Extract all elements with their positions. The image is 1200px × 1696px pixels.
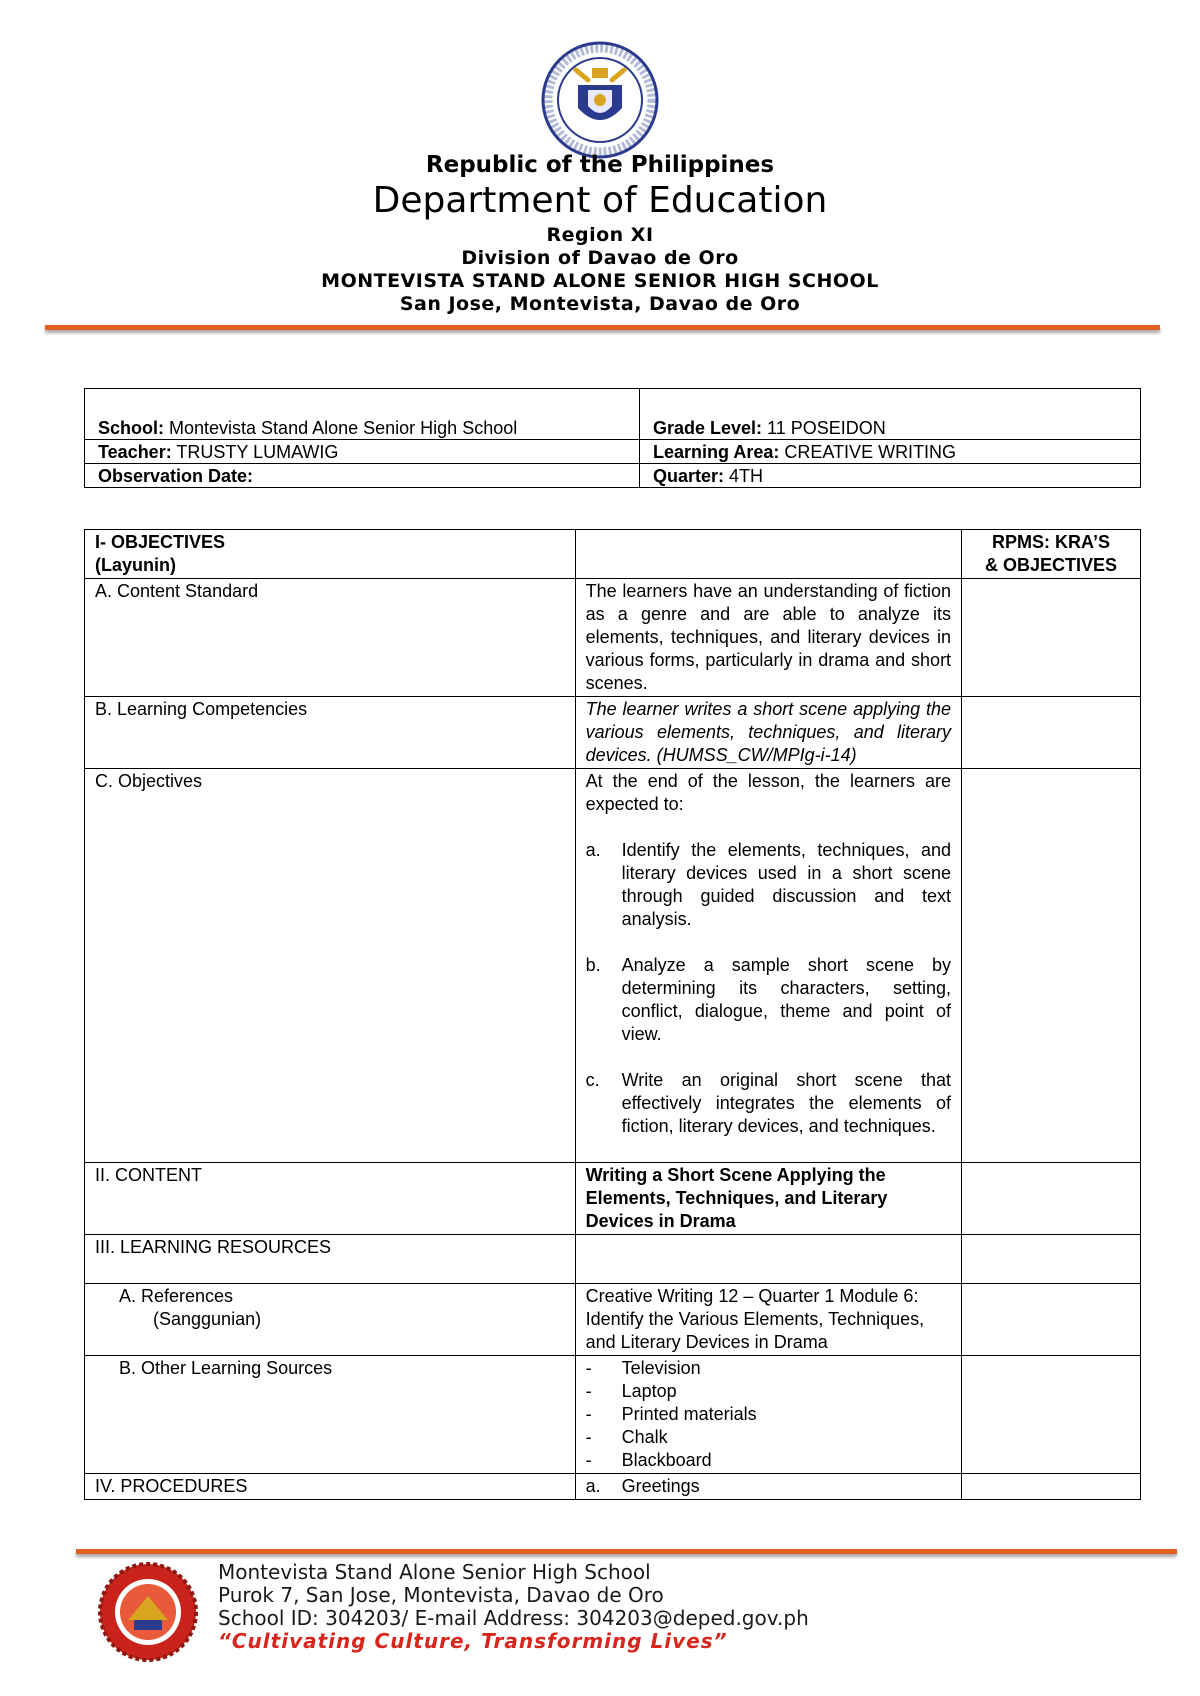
footer-divider: [76, 1549, 1177, 1554]
school-cell: School: Montevista Stand Alone Senior High School: [85, 389, 640, 440]
lesson-info-table: [84, 388, 1141, 488]
header-divider: [45, 325, 1160, 330]
list-item: b. Analyze a sample short scene by determining its characters, setting, conflict, dialogue, theme and point of view.: [585, 955, 952, 1044]
other-sources-list: [586, 1357, 951, 1472]
objectives-header: I- OBJECTIVES (Layunin): [85, 530, 576, 579]
deped-seal-logo: [540, 40, 660, 160]
content-label: II. CONTENT: [85, 1163, 576, 1235]
list-item: a. Identify the elements, techniques, and literary devices used in a short scene through guided discussion and text analysis.: [585, 840, 952, 929]
other-sources-cell: [575, 1356, 961, 1474]
footer-address: Purok 7, San Jose, Montevista, Davao de Oro: [218, 1583, 664, 1607]
observation-date-cell: Observation Date:: [85, 464, 640, 488]
competencies-text: The learner writes a short scene applying the various elements, techniques, and literary devices. (HUMSS_CW/MPIg-i-14): [575, 697, 961, 769]
list-item: c. Write an original short scene that effectively integrates the elements of fiction, literary devices, and techniques.: [585, 1070, 952, 1136]
objectives-cell: [575, 769, 961, 1163]
quarter-value: 4TH: [729, 466, 764, 486]
table-row: [85, 697, 1141, 769]
footer-contact: School ID: 304203/ E-mail Address: 304203@deped.gov.ph: [218, 1606, 809, 1630]
quarter-cell: Quarter: 4TH: [640, 464, 1141, 488]
rpms-header: RPMS: KRA’S & OBJECTIVES: [962, 530, 1141, 579]
resources-label: III. LEARNING RESOURCES: [85, 1235, 576, 1284]
header-department: Department of Education: [372, 180, 828, 221]
table-row: [85, 1163, 1141, 1235]
competencies-label: B. Learning Competencies: [85, 697, 576, 769]
table-row: [85, 769, 1141, 1163]
list-item: a. Greetings: [585, 1476, 700, 1496]
table-row: [85, 579, 1141, 697]
footer-school: Montevista Stand Alone Senior High School: [218, 1560, 651, 1584]
references-text: Creative Writing 12 – Quarter 1 Module 6: Identify the Various Elements, Techniques, and Literary Devices in Drama: [575, 1284, 961, 1356]
teacher-cell: Teacher: TRUSTY LUMAWIG: [85, 440, 640, 464]
procedures-label: IV. PROCEDURES: [85, 1474, 576, 1500]
objectives-list: [586, 839, 951, 1138]
learning-area-value: CREATIVE WRITING: [784, 442, 957, 462]
lesson-plan-table: [84, 529, 1141, 1500]
procedures-cell: [575, 1474, 961, 1500]
header-address: San Jose, Montevista, Davao de Oro: [399, 293, 801, 315]
learning-area-cell: Learning Area: CREATIVE WRITING: [640, 440, 1141, 464]
footer-motto: “Cultivating Culture, Transforming Lives”: [218, 1629, 728, 1653]
table-row: [85, 1235, 1141, 1284]
teacher-value: TRUSTY LUMAWIG: [176, 442, 339, 462]
list-item: - Television: [585, 1358, 701, 1378]
header-republic: Republic of the Philippines: [425, 152, 775, 178]
grade-cell: Grade Level: 11 POSEIDON: [640, 389, 1141, 440]
table-row: [85, 1284, 1141, 1356]
list-item: - Blackboard: [585, 1450, 712, 1470]
table-row: [85, 1356, 1141, 1474]
content-standard-text: The learners have an understanding of fiction as a genre and are able to analyze its elements, techniques, and literary devices in various forms, particularly in drama and short scenes.: [575, 579, 961, 697]
header-region: Region XI: [546, 224, 654, 246]
table-row: [85, 530, 1141, 579]
table-row: [85, 1474, 1141, 1500]
list-item: - Chalk: [585, 1427, 668, 1447]
objectives-intro: At the end of the lesson, the learners are expected to:: [585, 771, 952, 814]
objectives-label: C. Objectives: [85, 769, 576, 1163]
footer-contact-block: [218, 1561, 809, 1653]
list-item: - Laptop: [585, 1381, 677, 1401]
grade-value: 11 POSEIDON: [767, 418, 886, 438]
content-text: Writing a Short Scene Applying the Elements, Techniques, and Literary Devices in Drama: [575, 1163, 961, 1235]
content-standard-label: A. Content Standard: [85, 579, 576, 697]
school-value: Montevista Stand Alone Senior High School: [169, 418, 518, 438]
list-item: - Printed materials: [585, 1404, 757, 1424]
references-label: A. References (Sanggunian): [85, 1284, 576, 1356]
school-seal-logo: [98, 1562, 198, 1662]
other-sources-label: B. Other Learning Sources: [85, 1356, 576, 1474]
header-division: Division of Davao de Oro: [461, 247, 739, 269]
header-school: MONTEVISTA STAND ALONE SENIOR HIGH SCHOOL: [321, 270, 879, 292]
